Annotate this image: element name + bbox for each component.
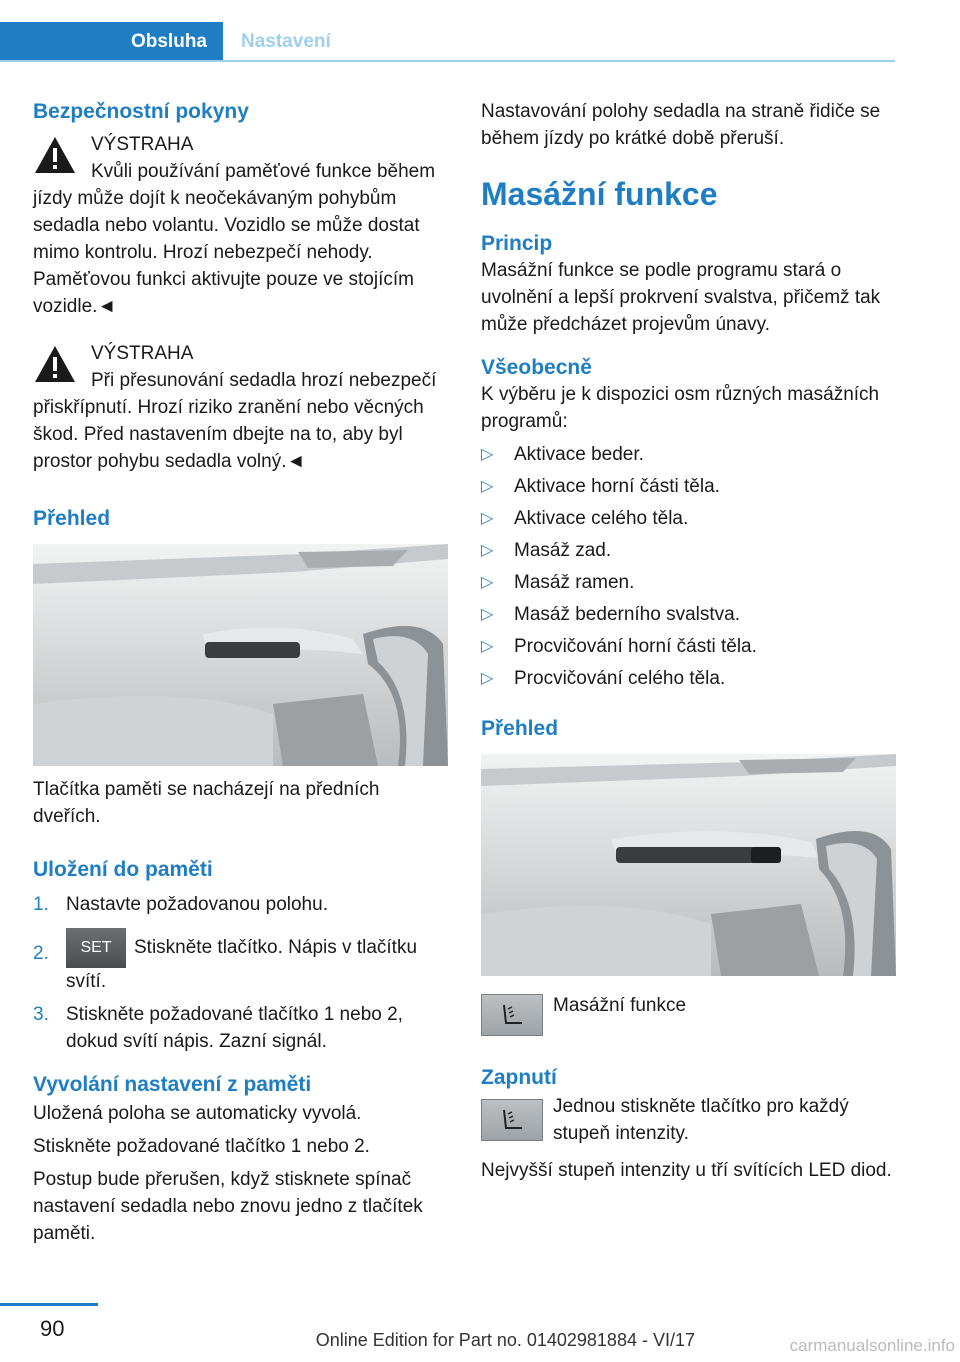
tab-obsluha[interactable]	[0, 22, 223, 60]
save-heading: Uložení do paměti	[33, 858, 213, 881]
door-massage-button-photo	[481, 754, 896, 976]
max-intensity-text: Nejvyšší stupeň intenzity u tří svítících LED diod.	[481, 1160, 892, 1181]
list-item	[481, 567, 896, 599]
warning-icon	[33, 135, 77, 175]
program-list	[481, 439, 896, 695]
on-instruction	[481, 1093, 896, 1147]
list-item	[481, 535, 896, 567]
tab-label: Obsluha	[130, 31, 207, 52]
triangle-bullet-icon: ▷	[481, 542, 494, 559]
warning-text: Při přesunování sedadla hrozí nebezpečí přiskřípnutí. Hrozí riziko zranění nebo věcných škod. Před nastavením dbejte na to, aby byl prostor pohybu sedadla volný.◄	[33, 370, 437, 472]
list-item-text: Masáž zad.	[514, 540, 612, 561]
door-illustration	[33, 544, 448, 766]
list-item-text: Procvičování celého těla.	[514, 668, 726, 689]
door-memory-buttons-photo	[33, 544, 448, 766]
list-item-text: Aktivace beder.	[514, 444, 644, 465]
massage-button-icon	[481, 1099, 543, 1141]
step-text: Stiskněte požadované tlačítko 1 nebo 2, dokud svítí nápis. Zazní signál.	[66, 1004, 403, 1052]
recall-text: Postup bude přerušen, když stisknete spínač nastavení sedadla nebo znovu jedno z tlačítek paměti.	[33, 1169, 423, 1244]
right-column	[481, 98, 896, 1184]
watermark: carmanualsonline.info	[789, 1336, 955, 1355]
overview-heading: Přehled	[33, 507, 111, 530]
left-column	[33, 98, 448, 1247]
list-item	[481, 471, 896, 503]
massage-button-icon	[481, 994, 543, 1036]
general-text: K výběru je k dispozici osm různých masážních programů:	[481, 384, 880, 432]
overview-heading: Přehled	[481, 717, 559, 740]
list-item	[481, 439, 896, 471]
massage-label: Masážní funkce	[553, 995, 687, 1016]
triangle-bullet-icon: ▷	[481, 510, 494, 527]
massage-heading: Masážní funkce	[481, 176, 718, 212]
list-item	[481, 663, 896, 695]
list-item-text: Masáž ramen.	[514, 572, 635, 593]
triangle-bullet-icon: ▷	[481, 638, 494, 655]
warning-title: VÝSTRAHA	[91, 134, 194, 155]
recall-text: Stiskněte požadované tlačítko 1 nebo 2.	[33, 1136, 370, 1157]
general-heading: Všeobecně	[481, 356, 592, 379]
step-item	[33, 928, 448, 995]
step-item	[33, 1001, 448, 1055]
principle-text: Masážní funkce se podle programu stará o uvolnění a lepší prokrvení svalstva, přičemž tak může předcházet projevům únavy.	[481, 260, 881, 335]
triangle-bullet-icon: ▷	[481, 478, 494, 495]
set-button-icon: SET	[66, 928, 126, 968]
triangle-bullet-icon: ▷	[481, 670, 494, 687]
photo-caption: Tlačítka paměti se nacházejí na předních dveřích.	[33, 779, 380, 827]
warning-1	[33, 131, 448, 320]
step-text: Stiskněte tlačítko. Nápis v tlačítku svítí.	[66, 937, 418, 992]
massage-function-row	[481, 990, 896, 1036]
triangle-bullet-icon: ▷	[481, 606, 494, 623]
tab-bar	[0, 22, 895, 62]
list-item-text: Masáž bederního svalstva.	[514, 604, 741, 625]
intro-text: Nastavování polohy sedadla na straně řidiče se během jízdy po krátké době přeruší.	[481, 101, 881, 149]
principle-heading: Princip	[481, 232, 553, 255]
warning-text: Kvůli používání paměťové funkce během jízdy může dojít k neočekávaným pohybům sedadla nebo volantu. Vozidlo se může dostat mimo kontrolu. Hrozí nebezpečí nehody. Paměťovou funkci aktivujte pouze ve stojícím vozidle.◄	[33, 161, 436, 317]
tab-divider	[0, 60, 895, 62]
step-number: 3.	[33, 1004, 49, 1025]
triangle-bullet-icon: ▷	[481, 574, 494, 591]
edition-text: Online Edition for Part no. 01402981884 - VI/17	[315, 1330, 695, 1350]
step-text: Nastavte požadovanou polohu.	[66, 894, 328, 915]
save-steps	[33, 891, 448, 1055]
list-item	[481, 503, 896, 535]
warning-icon	[33, 344, 77, 384]
door-illustration	[481, 754, 896, 976]
footer-rule	[0, 1303, 98, 1306]
list-item	[481, 631, 896, 663]
triangle-bullet-icon: ▷	[481, 446, 494, 463]
warning-2	[33, 340, 448, 475]
step-number: 2.	[33, 943, 49, 964]
safety-heading: Bezpečnostní pokyny	[33, 100, 249, 123]
on-text: Jednou stiskněte tlačítko pro každý stupeň intenzity.	[553, 1096, 849, 1144]
list-item-text: Aktivace horní části těla.	[514, 476, 720, 497]
list-item	[481, 599, 896, 631]
on-heading: Zapnutí	[481, 1066, 557, 1089]
list-item-text: Aktivace celého těla.	[514, 508, 689, 529]
warning-title: VÝSTRAHA	[91, 343, 194, 364]
step-item	[33, 891, 448, 918]
step-number: 1.	[33, 894, 49, 915]
tab-nastaveni[interactable]: Nastavení	[223, 22, 331, 60]
page-number: 90	[40, 1316, 65, 1341]
recall-text: Uložená poloha se automaticky vyvolá.	[33, 1103, 362, 1124]
recall-heading: Vyvolání nastavení z paměti	[33, 1073, 312, 1096]
list-item-text: Procvičování horní části těla.	[514, 636, 757, 657]
